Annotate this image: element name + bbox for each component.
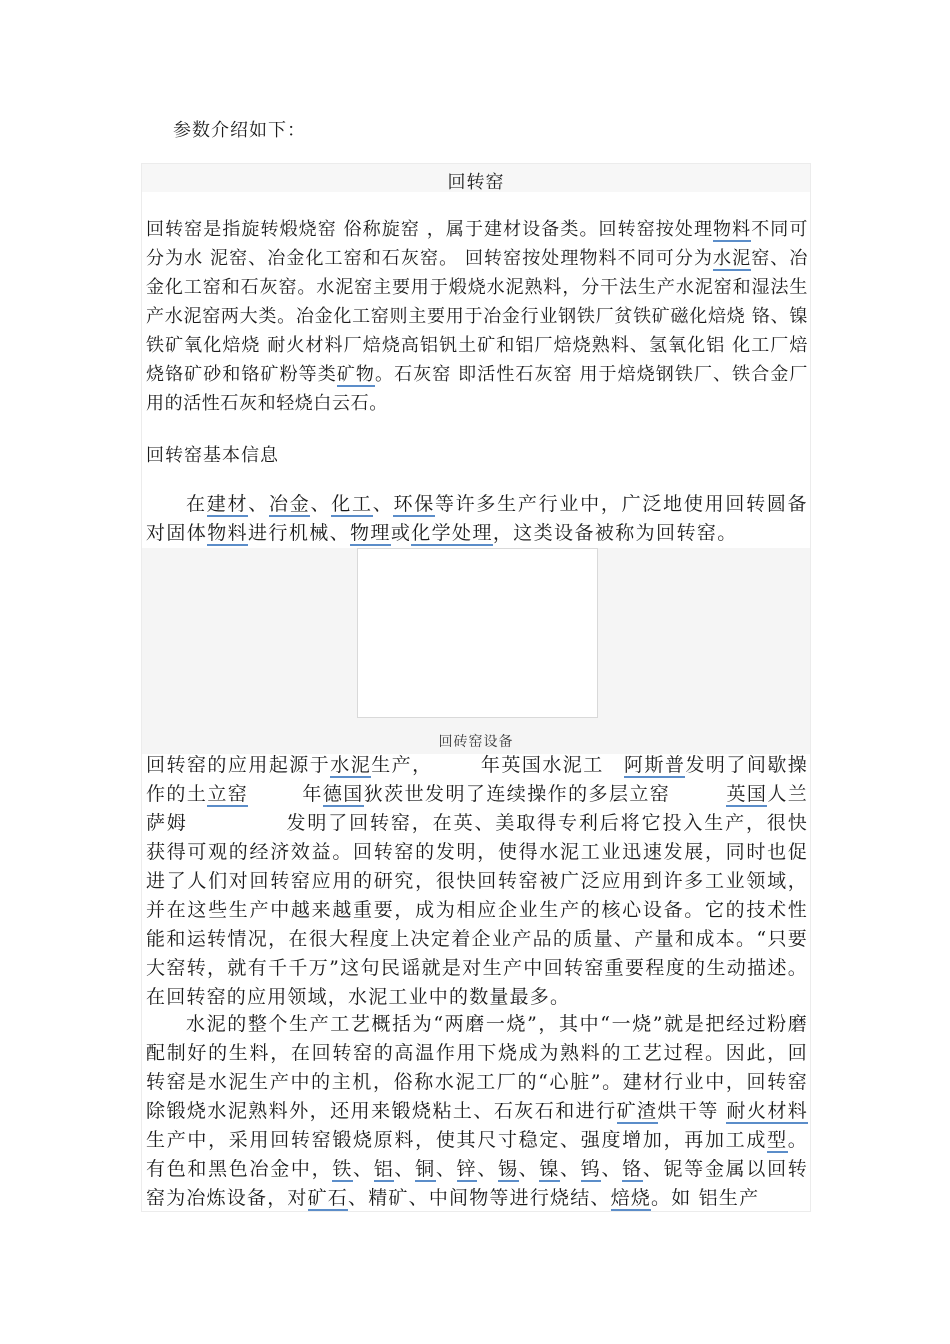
text-run: 、 — [518, 1158, 540, 1180]
text-run: 回转窑的应用起源于 — [146, 754, 331, 776]
link-yingguo[interactable]: 英国 — [726, 783, 768, 805]
link-lv[interactable]: 铝 — [373, 1158, 395, 1180]
article-box — [141, 163, 811, 1212]
link-liyao[interactable]: 立窑 — [207, 783, 249, 805]
text-run: 年 — [302, 783, 323, 805]
section-heading: 回转窑基本信息 — [146, 445, 279, 466]
link-xin[interactable]: 锌 — [456, 1158, 478, 1180]
text-run: 、 — [601, 1158, 623, 1180]
text-run: 等金属以回转窑为冶炼设备，对 — [146, 1158, 808, 1209]
text-run: 、 — [394, 1158, 416, 1180]
text-run: 不同可分为水 泥窑、冶金化工窑和石灰窑。 回转窑按处理物料不同可分为 — [146, 219, 808, 269]
link-huaxuechuli[interactable]: 化学处理 — [411, 522, 493, 544]
link-naihuocailiao[interactable]: 耐火材料 — [726, 1100, 808, 1122]
text-run: 生产中，采用回转窑锻烧原料，使其尺寸稳定、强度增加，再加工成 — [146, 1129, 768, 1151]
text-run: 在 — [186, 493, 207, 515]
text-run: 、 — [642, 1158, 664, 1180]
link-shuini-2[interactable]: 水泥 — [330, 754, 372, 776]
link-kuangzha[interactable]: 矿渣 — [616, 1100, 658, 1122]
text-run: 。有色和黑色冶金中， — [146, 1129, 808, 1180]
text-run: 。石灰窑 即活性石灰窑 用于焙烧钢铁厂、铁合金厂用的活性石灰和轻烧白云石。 — [146, 364, 808, 414]
link-huanbao[interactable]: 环保 — [393, 493, 435, 515]
link-xi[interactable]: 锡 — [497, 1158, 519, 1180]
text-run: 烘干等 — [657, 1100, 727, 1122]
text-run: 、 — [477, 1158, 498, 1180]
figure-caption: 回砖窑设备 — [438, 734, 514, 750]
link-beishao[interactable]: 焙烧 — [610, 1187, 652, 1209]
link-wu[interactable]: 钨 — [580, 1158, 602, 1180]
text-run: 年英国水泥工 — [480, 754, 604, 776]
link-wuliao[interactable]: 物料 — [713, 219, 752, 240]
link-wuli[interactable]: 物理 — [350, 522, 391, 544]
text-run: 、 — [248, 493, 269, 515]
text-run: 、 — [372, 493, 394, 515]
text-run: 、 — [310, 493, 332, 515]
link-tong[interactable]: 铜 — [415, 1158, 436, 1180]
link-huagong[interactable]: 化工 — [331, 493, 373, 515]
text-run: 人兰萨姆 — [146, 783, 808, 834]
link-jiancai[interactable]: 建材 — [206, 493, 249, 515]
text-run: 、 — [353, 1158, 374, 1180]
text-run: ，这类设备被称为回转窑。 — [492, 522, 738, 544]
link-kuangshi[interactable]: 矿石 — [307, 1187, 349, 1209]
text-run: 发明了间歇操作的土 — [146, 754, 808, 805]
text-run: 进行机械、 — [248, 522, 351, 544]
link-shuini[interactable]: 水泥 — [713, 248, 752, 269]
link-asipu[interactable]: 阿斯普 — [623, 754, 686, 776]
link-yejin[interactable]: 冶金 — [268, 493, 311, 515]
text-run: 窑、冶金化工窑和石灰窑。水泥窑主要用于煅烧水泥熟料，分干法生产水泥窑和湿法生产水泥窑两大类。冶金化工窑则主要用于冶金行业钢铁厂贫铁矿磁化焙烧 铬、镍铁矿氧化焙烧 耐火材料厂焙烧高铝钒土矿和铝厂焙烧熟料、氢氧化铝 化工厂焙烧铬矿砂和铬矿粉等类 — [146, 248, 808, 385]
box-title: 回转窑 — [447, 172, 505, 193]
history-paragraph — [146, 751, 808, 1012]
link-xing[interactable]: 型 — [767, 1129, 788, 1151]
link-tie[interactable]: 铁 — [332, 1158, 354, 1180]
text-run: 、 — [560, 1158, 581, 1180]
text-run: 、 — [435, 1158, 457, 1180]
text-run: 回转窑是指旋转煅烧窑 俗称旋窑 ，属于建材设备类。回转窑按处理 — [146, 219, 714, 240]
link-deguo[interactable]: 德国 — [322, 783, 364, 805]
application-paragraph — [146, 1010, 808, 1212]
intro-text: 参数介绍如下： — [173, 120, 306, 141]
basic-info-paragraph — [146, 490, 808, 548]
figure-image — [357, 548, 598, 718]
text-run: 。如 铝生产 — [651, 1187, 760, 1209]
text-run: 狄茨世发明了连续操作的多层立窑 — [363, 783, 671, 805]
figure — [142, 548, 810, 754]
text-run: 、精矿、中间物等进行烧结、 — [348, 1187, 611, 1209]
link-ge[interactable]: 铬 — [622, 1158, 643, 1180]
text-run: 等许多生产行业中，广泛地使用回转圆备对固体 — [146, 493, 808, 544]
text-run: 或 — [390, 522, 412, 544]
link-kuangwu[interactable]: 矿物 — [336, 364, 376, 385]
link-wuliao-2[interactable]: 物料 — [207, 522, 249, 544]
text-run: 生产， — [371, 754, 433, 776]
definition-paragraph — [146, 215, 808, 418]
link-nie[interactable]: 镍 — [539, 1158, 561, 1180]
text-run: 发明了回转窑，在英、美取得专利后将它投入生产，很快获得可观的经济效益。回转窑的发明，使得水泥工业迅速发展，同时也促进了人们对回转窑应用的研究，很快回转窑被广泛应用到许多工业领域，并在这些生产中越来越重要，成为相应企业生产的核心设备。它的技术性能和运转情况，在很大程度上决定着企业产品的质量、产量和成本。“只要大窑转，就有千千万”这句民谣就是对生产中回转窑重要程度的生动描述。在回转窑的应用领域，水泥工业中的数量最多。 — [146, 812, 808, 1008]
text-run: 水泥的整个生产工艺概括为“两磨一烧”，其中“一烧”就是把经过粉磨配制好的生料，在回转窑的高温作用下烧成为熟料的工艺过程。因此，回转窑是水泥生产中的主机，俗称水泥工厂的“心脏”。建材行业中，回转窑除锻烧水泥熟料外，还用来锻烧粘土、石灰石和进行 — [146, 1013, 808, 1122]
text-run: 铌 — [663, 1158, 685, 1180]
